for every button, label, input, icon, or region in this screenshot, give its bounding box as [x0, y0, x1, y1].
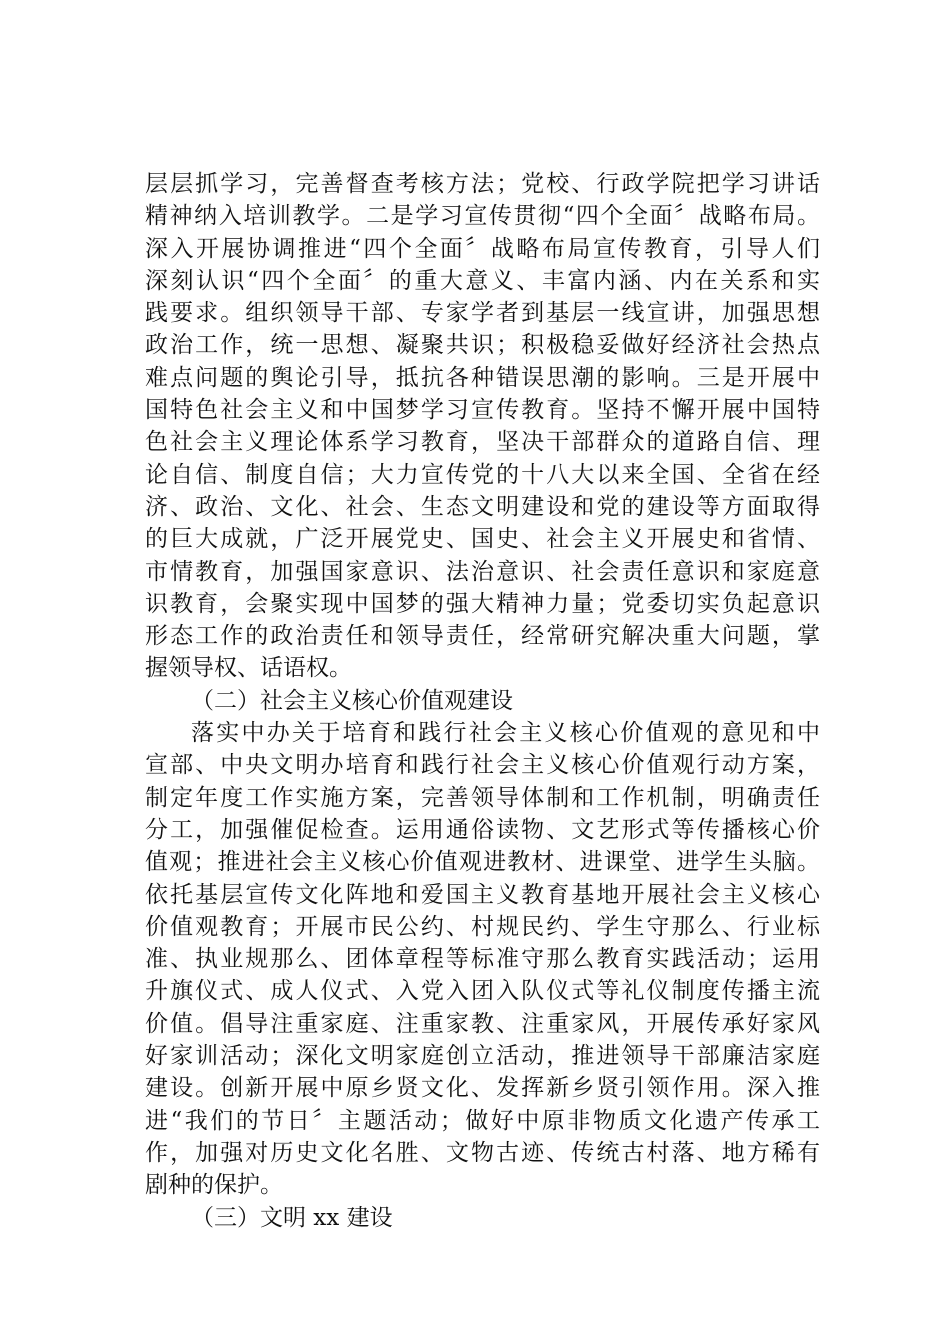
text-line: 价值。倡导注重家庭、注重家教、注重家风，开展传承好家风: [145, 1010, 820, 1037]
text-line: 升旗仪式、成人仪式、入党入团入队仪式等礼仪制度传播主流: [145, 978, 820, 1005]
text-line: 难点问题的舆论引导，抵抗各种错误思潮的影响。三是开展中: [145, 364, 820, 391]
text-line: 落实中办关于培育和践行社会主义核心价值观的意见和中: [191, 720, 820, 747]
text-line: 依托基层宣传文化阵地和爱国主义教育基地开展社会主义核心: [145, 881, 820, 908]
section-heading-3: （三）文明 xx 建设: [191, 1204, 393, 1231]
text-line: 制定年度工作实施方案，完善领导体制和工作机制，明确责任: [145, 784, 820, 811]
text-line: 济、政治、文化、社会、生态文明建设和党的建设等方面取得: [145, 493, 820, 520]
paragraph-2: [145, 717, 820, 1201]
text-line: 市情教育，加强国家意识、法治意识、社会责任意识和家庭意: [145, 558, 820, 585]
text-line: 色社会主义理论体系学习教育，坚决干部群众的道路自信、理: [145, 429, 820, 456]
text-line: 握领导权、话语权。: [145, 655, 352, 682]
text-line: 深入开展协调推进“四个全面〞战略布局宣传教育，引导人们: [145, 235, 820, 262]
text-line: 价值观教育；开展市民公约、村规民约、学生守那么、行业标: [145, 913, 820, 940]
text-line: 识教育，会聚实现中国梦的强大精神力量；党委切实负起意识: [145, 590, 820, 617]
section-heading-2: （二）社会主义核心价值观建设: [191, 687, 513, 714]
text-line: 宣部、中央文明办培育和践行社会主义核心价值观行动方案，: [145, 752, 820, 779]
text-line: 国特色社会主义和中国梦学习宣传教育。坚持不懈开展中国特: [145, 397, 820, 424]
text-line: 好家训活动；深化文明家庭创立活动，推进领导干部廉洁家庭: [145, 1043, 820, 1070]
text-line: 准、执业规那么、团体章程等标准守那么教育实践活动；运用: [145, 946, 820, 973]
text-line: 进“我们的节日〞主题活动；做好中原非物质文化遗产传承工: [145, 1107, 820, 1134]
text-line: 层层抓学习，完善督查考核方法；党校、行政学院把学习讲话: [145, 171, 820, 197]
text-line: 践要求。组织领导干部、专家学者到基层一线宣讲，加强思想: [145, 300, 820, 327]
text-line: 的巨大成就，广泛开展党史、国史、社会主义开展史和省情、: [145, 526, 820, 553]
paragraph-1: [145, 168, 820, 685]
text-line: 形态工作的政治责任和领导责任，经常研究解决重大问题，掌: [145, 623, 820, 650]
text-line: 建设。创新开展中原乡贤文化、发挥新乡贤引领作用。深入推: [145, 1075, 820, 1102]
text-line: 分工，加强催促检查。运用通俗读物、文艺形式等传播核心价: [145, 816, 820, 843]
text-line: 作，加强对历史文化名胜、文物古迹、传统古村落、地方稀有: [145, 1139, 820, 1166]
document-body: [145, 168, 820, 1234]
text-line: 剧种的保护。: [145, 1172, 283, 1199]
text-line: 精神纳入培训教学。二是学习宣传贯彻“四个全面〞战略布局。: [145, 203, 820, 230]
text-line: 论自信、制度自信；大力宣传党的十八大以来全国、全省在经: [145, 461, 820, 488]
text-line: 深刻认识“四个全面〞的重大意义、丰富内涵、内在关系和实: [145, 267, 820, 294]
text-line: 值观；推进社会主义核心价值观进教材、进课堂、进学生头脑。: [145, 849, 820, 876]
text-line: 政治工作，统一思想、凝聚共识；积极稳妥做好经济社会热点: [145, 332, 820, 359]
